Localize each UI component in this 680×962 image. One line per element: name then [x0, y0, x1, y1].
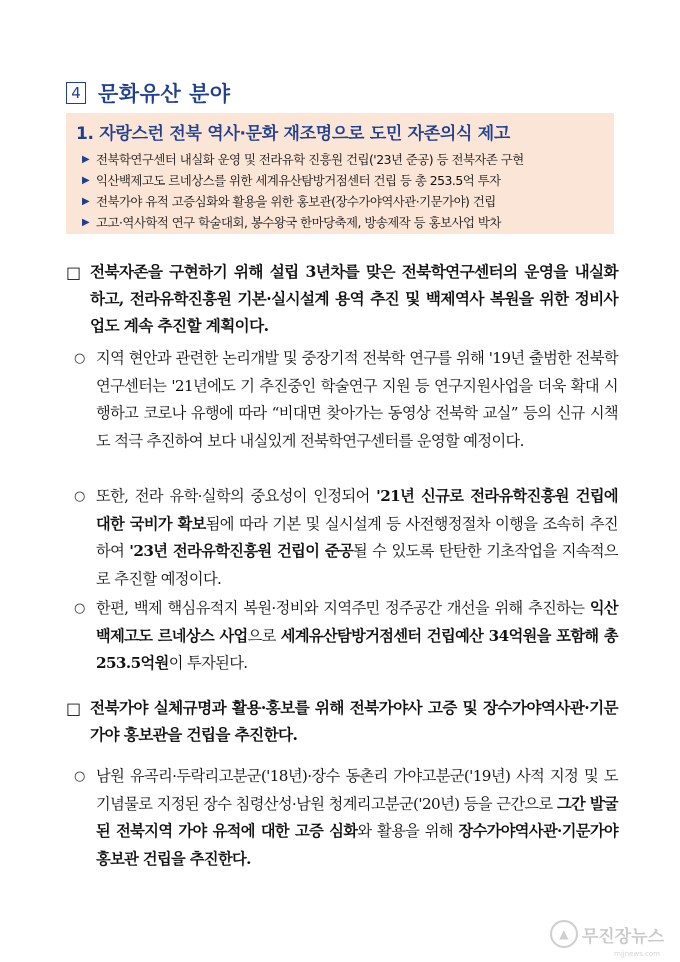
summary-bullet: [76, 149, 604, 170]
bold-text: 세계유산탐방거점센터 건립예산 34억원을 포함해 총 253.5억원: [96, 626, 618, 672]
plain-text: 또한, 전라 유학·실학의 중요성이 인정되어: [96, 487, 377, 505]
bold-text: '23년 전라유학진흥원 건립이 준공: [129, 542, 354, 560]
circle-bullet-icon: ○: [74, 351, 86, 366]
watermark-subtext: mjjnews.com: [614, 950, 660, 958]
triangle-bullet-icon: ▶: [82, 175, 90, 186]
circle-bullet-icon: ○: [74, 769, 86, 784]
sub-paragraph-text: 지역 현안과 관련한 논리개발 및 중장기적 전북학 연구를 위해 '19년 출범한 전북학연구센터는 '21년에도 기 추진중인 학술연구 지원 등 연구지원사업을 더욱 확대 시행하고 코로나 유행에 따라 “비대면 찾아가는 동영상 전북학 교실” 등의 신규 시책도 적극 추진하여 보다 내실있게 전북학연구센터를 운영할 예정이다.: [96, 349, 618, 450]
plain-text: 한편, 백제 핵심유적지 복원·정비와 지역주민 정주공간 개선을 위해 추진하는: [96, 599, 590, 617]
section-header: [66, 78, 231, 108]
triangle-bullet-icon: ▶: [82, 217, 90, 228]
summary-bullet-text: 전북가야 유적 고증심화와 활용을 위한 홍보관(장수가야역사관·기문가야) 건립: [96, 194, 496, 209]
summary-bullet-text: 전북학연구센터 내실화 운영 및 전라유학 진흥원 건립('23년 준공) 등 전북자존 구현: [96, 152, 524, 167]
sub-paragraph-1-3: [74, 595, 618, 678]
triangle-bullet-icon: ▶: [82, 196, 90, 207]
summary-bullet-text: 고고·역사학적 연구 학술대회, 봉수왕국 한마당축제, 방송제작 등 홍보사업 박차: [96, 215, 501, 230]
sub-paragraph-text: [96, 483, 618, 593]
sub-paragraph-1-2: [74, 483, 618, 593]
sub-paragraph-1-1: [74, 345, 618, 455]
circle-bullet-icon: ○: [74, 601, 86, 616]
circle-bullet-icon: ○: [74, 489, 86, 504]
watermark-logo-icon: ▲: [550, 920, 578, 948]
plain-text: 으로: [247, 626, 281, 645]
square-bullet-icon: □: [66, 263, 82, 282]
bold-text: '21년 신규로 전라유학진흥원 건립에 대한 국비가 확보: [96, 487, 619, 533]
heading-paragraph-text: 전북가야 실체규명과 활용·홍보를 위해 전북가야사 고증 및 장수가야역사관·기문가야 홍보관을 건립을 추진한다.: [90, 698, 618, 744]
plain-text: 남원 유곡리·두락리고분군('18년)·장수 동촌리 가야고분군('19년) 사적 지정 및 도기념물로 지정된 장수 침령산성·남원 청계리고분군('20년) 등을 근간으로: [96, 767, 618, 813]
summary-bullet: [76, 191, 604, 212]
bold-text: 장수가야역사관·기문가야 홍보관 건립을 추진한다.: [96, 822, 618, 868]
summary-bullet: [76, 212, 604, 233]
summary-box: [66, 113, 614, 234]
plain-text: 이 투자된다.: [168, 654, 248, 672]
bold-text: 익산 백제고도 르네상스 사업: [96, 599, 618, 645]
sub-paragraph-2-1: [74, 763, 618, 873]
heading-paragraph-2: [66, 694, 618, 748]
watermark-text: 무진장뉴스: [581, 926, 664, 947]
watermark: [550, 920, 664, 948]
heading-paragraph-1: [66, 258, 618, 339]
plain-text: 될 수 있도록 탄탄한 기초작업을 지속적으로 추진할 예정이다.: [96, 542, 618, 588]
bold-text: 그간 발굴된 전북지역 가야 유적에 대한 고증 심화: [96, 794, 618, 840]
summary-bullet: [76, 170, 604, 191]
summary-list: [76, 149, 604, 233]
plain-text: 됨에 따라 기본 및 실시설계 등 사전행정절차 이행을 조속히 추진하여: [96, 514, 618, 560]
sub-paragraph-text: [96, 595, 618, 678]
square-bullet-icon: □: [66, 699, 82, 718]
summary-bullet-text: 익산백제고도 르네상스를 위한 세계유산탐방거점센터 건립 등 총 253.5억 투자: [96, 173, 501, 188]
sub-paragraph-text: [96, 763, 618, 873]
heading-paragraph-text: 전북자존을 구현하기 위해 설립 3년차를 맞은 전북학연구센터의 운영을 내실화 하고, 전라유학진흥원 기본·실시설계 용역 추진 및 백제역사 복원을 위한 정비사업도 계속 추진할 계획이다.: [90, 262, 618, 335]
triangle-bullet-icon: ▶: [82, 154, 90, 165]
summary-title: 1. 자랑스런 전북 역사·문화 재조명으로 도민 자존의식 제고: [76, 124, 510, 144]
section-number-box: 4: [66, 82, 86, 104]
section-title: 문화유산 분야: [98, 82, 231, 106]
plain-text: 와 활용을 위해: [357, 822, 459, 840]
